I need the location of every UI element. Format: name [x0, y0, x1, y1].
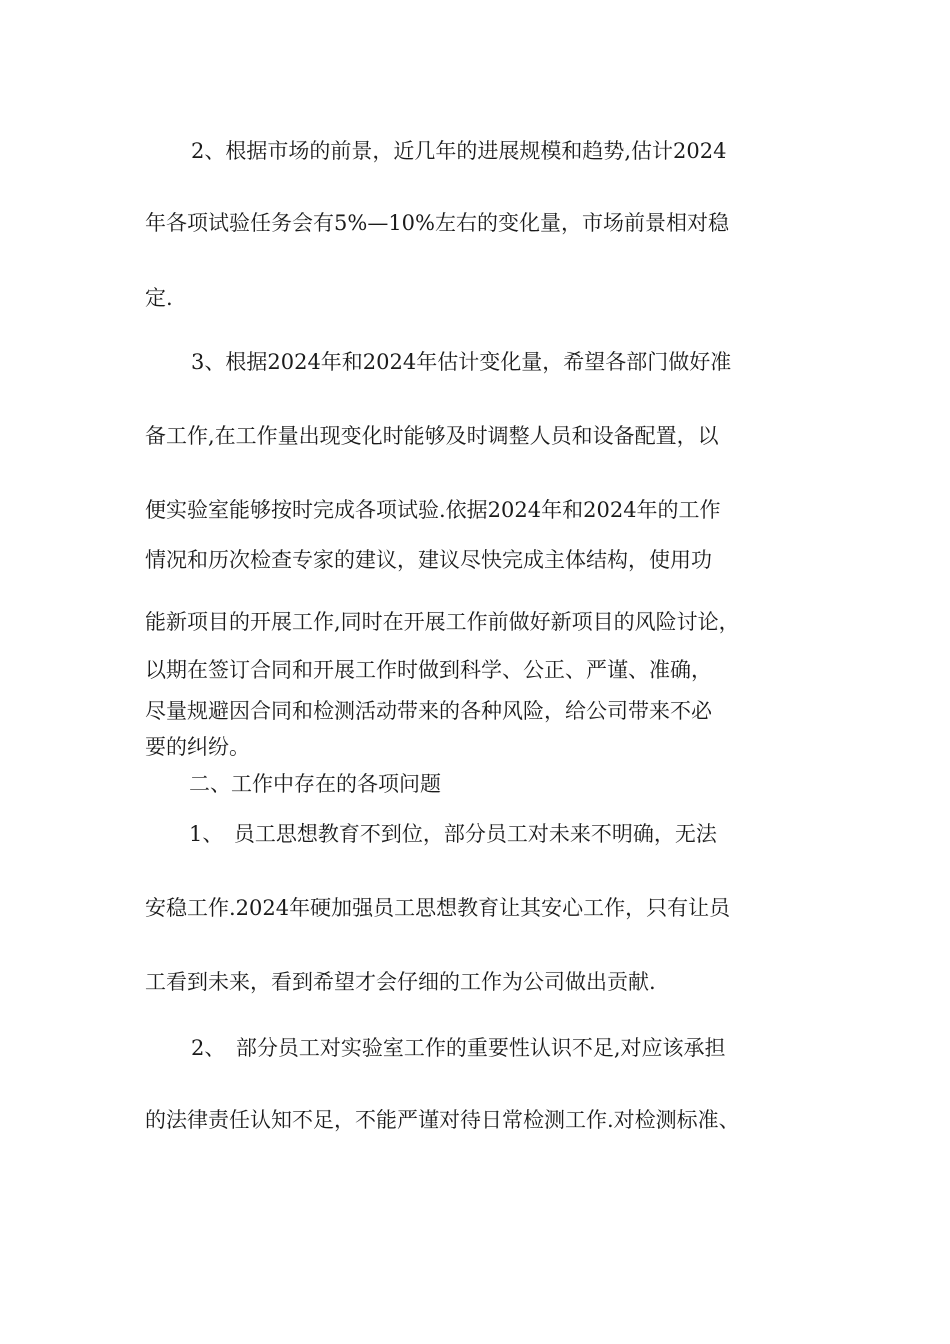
- paragraph-line: 2、根据市场的前景，近几年的进展规模和趋势,估计2024: [191, 139, 727, 163]
- paragraph-line: 要的纠纷。: [145, 735, 250, 759]
- paragraph-line: 情况和历次检查专家的建议，建议尽快完成主体结构，使用功: [145, 548, 712, 572]
- paragraph-line: 2、 部分员工对实验室工作的重要性认识不足,对应该承担: [191, 1036, 726, 1060]
- paragraph-line: 的法律责任认知不足，不能严谨对待日常检测工作.对检测标准、: [145, 1108, 740, 1132]
- section-heading: 二、工作中存在的各项问题: [189, 772, 441, 796]
- paragraph-line: 工看到未来，看到希望才会仔细的工作为公司做出贡献.: [145, 970, 656, 994]
- paragraph-line: 年各项试验任务会有5%—10%左右的变化量，市场前景相对稳: [145, 211, 729, 235]
- paragraph-line: 备工作,在工作量出现变化时能够及时调整人员和设备配置，以: [145, 424, 719, 448]
- paragraph-line: 便实验室能够按时完成各项试验.依据2024年和2024年的工作: [145, 498, 721, 522]
- paragraph-line: 安稳工作.2024年硬加强员工思想教育让其安心工作，只有让员: [145, 896, 731, 920]
- paragraph-line: 能新项目的开展工作,同时在开展工作前做好新项目的风险讨论，: [145, 610, 740, 634]
- paragraph-line: 尽量规避因合同和检测活动带来的各种风险，给公司带来不必: [145, 699, 712, 723]
- paragraph-line: 3、根据2024年和2024年估计变化量，希望各部门做好准: [191, 350, 732, 374]
- paragraph-line: 1、 员工思想教育不到位，部分员工对未来不明确，无法: [189, 822, 717, 846]
- paragraph-line: 定.: [145, 286, 173, 310]
- paragraph-line: 以期在签订合同和开展工作时做到科学、公正、严谨、准确，: [145, 658, 712, 682]
